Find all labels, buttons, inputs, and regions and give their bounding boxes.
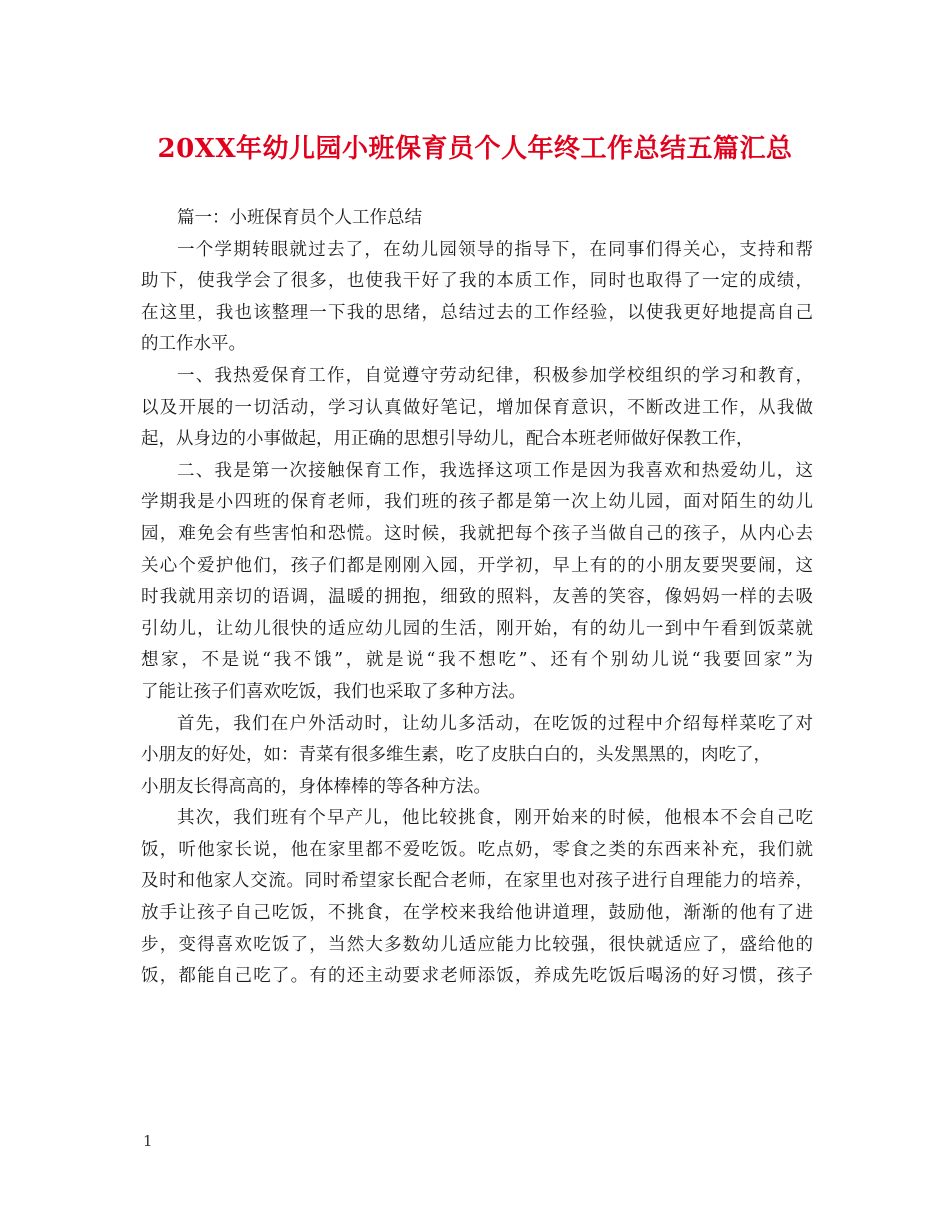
text-line: 想家，不是说“我不饿”，就是说“我不想吃”、还有个别幼儿说“我要回家”为 bbox=[141, 650, 813, 671]
text-line: 步，变得喜欢吃饭了，当然大多数幼儿适应能力比较强，很快就适应了，盛给他的 bbox=[141, 934, 813, 955]
text-line: 关心个爱护他们，孩子们都是刚刚入园，开学初，早上有的的小朋友要哭要闹，这 bbox=[141, 555, 813, 576]
text-line: 饭，都能自己吃了。有的还主动要求老师添饭，养成先吃饭后喝汤的好习惯，孩子 bbox=[141, 966, 813, 987]
text-line: 助下，使我学会了很多，也使我干好了我的本质工作，同时也取得了一定的成绩， bbox=[141, 271, 813, 292]
text-line: 引幼儿，让幼儿很快的适应幼儿园的生活，刚开始，有的幼儿一到中午看到饭菜就 bbox=[141, 618, 813, 639]
text-line: 小朋友长得高高的，身体棒棒的等各种方法。 bbox=[141, 776, 491, 797]
text-line: 篇一：小班保育员个人工作总结 bbox=[177, 208, 422, 228]
text-line: 一个学期转眼就过去了，在幼儿园领导的指导下，在同事们得关心，支持和帮 bbox=[177, 239, 813, 260]
text-line: 以及开展的一切活动，学习认真做好笔记，增加保育意识，不断改进工作，从我做 bbox=[141, 397, 813, 418]
text-line: 首先，我们在户外活动时，让幼儿多活动，在吃饭的过程中介绍每样菜吃了对 bbox=[177, 713, 813, 734]
text-line: 在这里，我也该整理一下我的思绪，总结过去的工作经验，以使我更好地提高自己 bbox=[141, 302, 813, 323]
text-line: 一、我热爱保育工作，自觉遵守劳动纪律，积极参加学校组织的学习和教育， bbox=[177, 365, 813, 386]
text-line: 学期我是小四班的保育老师，我们班的孩子都是第一次上幼儿园，面对陌生的幼儿 bbox=[141, 492, 813, 513]
text-line: 其次，我们班有个早产儿，他比较挑食，刚开始来的时候，他根本不会自己吃 bbox=[177, 808, 813, 829]
document-body bbox=[141, 203, 813, 993]
text-line: 小朋友的好处，如：青菜有很多维生素，吃了皮肤白白的，头发黑黑的，肉吃了， bbox=[141, 745, 771, 766]
text-line: 起，从身边的小事做起，用正确的思想引导幼儿，配合本班老师做好保教工作， bbox=[141, 429, 754, 450]
text-line: 的工作水平。 bbox=[141, 334, 246, 355]
text-line: 了能让孩子们喜欢吃饭，我们也采取了多种方法。 bbox=[141, 681, 526, 702]
text-line: 及时和他家人交流。同时希望家长配合老师，在家里也对孩子进行自理能力的培养， bbox=[141, 871, 813, 892]
text-line: 园，难免会有些害怕和恐慌。这时候，我就把每个孩子当做自己的孩子，从内心去 bbox=[141, 523, 813, 544]
text-line: 时我就用亲切的语调，温暖的拥抱，细致的照料，友善的笑容，像妈妈一样的去吸 bbox=[141, 587, 813, 608]
document-title: 20XX年幼儿园小班保育员个人年终工作总结五篇汇总 bbox=[157, 134, 793, 164]
page-number: 1 bbox=[143, 1132, 153, 1150]
text-line: 放手让孩子自己吃饭，不挑食，在学校来我给他讲道理，鼓励他，渐渐的他有了进 bbox=[141, 903, 813, 924]
text-line: 饭，听他家长说，他在家里都不爱吃饭。吃点奶，零食之类的东西来补充，我们就 bbox=[141, 839, 813, 860]
text-line: 二、我是第一次接触保育工作，我选择这项工作是因为我喜欢和热爱幼儿，这 bbox=[177, 460, 813, 481]
